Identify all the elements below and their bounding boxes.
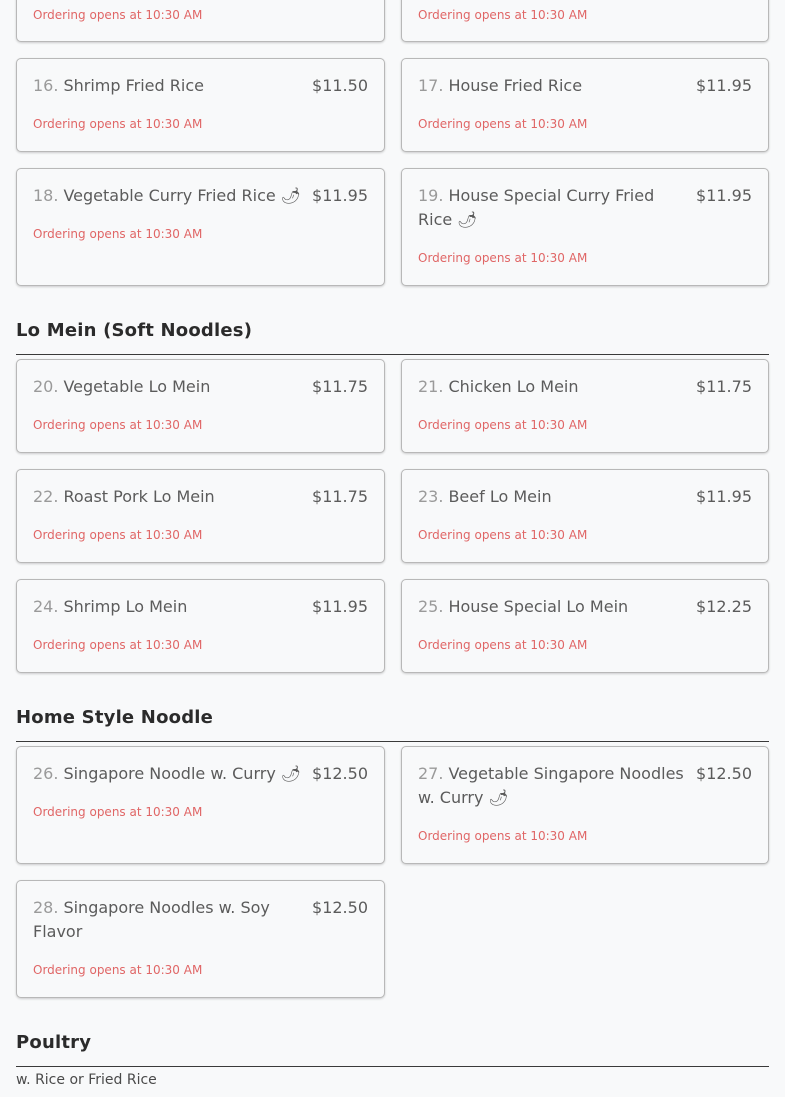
menu-item-card-25[interactable]: [401, 579, 769, 673]
item-number: 24.: [33, 597, 59, 616]
item-title: [33, 375, 210, 399]
item-name: Shrimp Fried Rice: [63, 76, 204, 95]
item-price: $11.75: [312, 377, 368, 396]
item-title: [33, 896, 304, 944]
spicy-pepper-icon: 🌶: [280, 186, 302, 205]
item-title: [418, 485, 552, 509]
item-title: [33, 762, 301, 786]
item-price: $11.75: [696, 377, 752, 396]
menu-item-card[interactable]: [401, 0, 769, 42]
item-name: Shrimp Lo Mein: [63, 597, 188, 616]
item-name: Vegetable Curry Fried Rice: [63, 186, 276, 205]
section-title-poultry: Poultry: [16, 1032, 92, 1053]
item-name: Singapore Noodle w. Curry: [63, 764, 276, 783]
item-title: [33, 595, 187, 619]
ordering-opens-note: Ordering opens at 10:30 AM: [418, 528, 588, 542]
ordering-opens-note: Ordering opens at 10:30 AM: [33, 638, 203, 652]
item-name: Roast Pork Lo Mein: [63, 487, 215, 506]
menu-item-card-28[interactable]: [16, 880, 385, 998]
item-title: [418, 375, 579, 399]
menu-item-card-23[interactable]: [401, 469, 769, 563]
section-title-lo-mein: Lo Mein (Soft Noodles): [16, 320, 253, 341]
spicy-pepper-icon: 🌶: [488, 788, 509, 807]
item-price: $11.95: [696, 487, 752, 506]
spicy-pepper-icon: 🌶: [280, 764, 302, 783]
menu-item-card-18[interactable]: [16, 168, 385, 286]
item-title: [418, 762, 688, 810]
item-price: $12.50: [312, 764, 368, 783]
item-name: House Special Curry Fried Rice: [418, 186, 655, 229]
ordering-opens-note: Ordering opens at 10:30 AM: [418, 638, 588, 652]
item-title: [418, 74, 582, 98]
ordering-opens-note: Ordering opens at 10:30 AM: [33, 8, 203, 22]
item-name: House Special Lo Mein: [448, 597, 629, 616]
ordering-opens-note: Ordering opens at 10:30 AM: [418, 117, 588, 131]
menu-item-card-20[interactable]: [16, 359, 385, 453]
item-title: [418, 595, 628, 619]
item-number: 26.: [33, 764, 59, 783]
section-divider: [16, 741, 769, 742]
menu-item-card[interactable]: [16, 0, 385, 42]
item-title: [33, 485, 215, 509]
item-number: 25.: [418, 597, 444, 616]
ordering-opens-note: Ordering opens at 10:30 AM: [418, 418, 588, 432]
item-name: Singapore Noodles w. Soy Flavor: [33, 898, 270, 941]
section-title-home-style-noodle: Home Style Noodle: [16, 707, 214, 728]
menu-item-card-17[interactable]: [401, 58, 769, 152]
section-subtitle: w. Rice or Fried Rice: [16, 1072, 157, 1088]
item-name: Vegetable Singapore Noodles w. Curry: [418, 764, 684, 807]
menu-item-card-26[interactable]: [16, 746, 385, 864]
section-divider: [16, 354, 769, 355]
item-title: [418, 184, 688, 232]
item-price: $11.95: [312, 597, 368, 616]
ordering-opens-note: Ordering opens at 10:30 AM: [418, 829, 588, 843]
section-divider: [16, 1066, 769, 1067]
item-price: $11.95: [696, 76, 752, 95]
menu-item-card-19[interactable]: [401, 168, 769, 286]
item-number: 18.: [33, 186, 59, 205]
item-title: [33, 184, 301, 208]
item-number: 20.: [33, 377, 59, 396]
menu-item-card-24[interactable]: [16, 579, 385, 673]
item-price: $11.75: [312, 487, 368, 506]
ordering-opens-note: Ordering opens at 10:30 AM: [33, 805, 203, 819]
item-number: 28.: [33, 898, 59, 917]
item-name: House Fried Rice: [448, 76, 583, 95]
item-price: $11.95: [696, 186, 752, 205]
ordering-opens-note: Ordering opens at 10:30 AM: [33, 117, 203, 131]
menu-item-card-16[interactable]: [16, 58, 385, 152]
item-number: 22.: [33, 487, 59, 506]
item-price: $11.50: [312, 76, 368, 95]
ordering-opens-note: Ordering opens at 10:30 AM: [33, 227, 203, 241]
item-number: 16.: [33, 76, 59, 95]
item-title: [33, 74, 204, 98]
item-price: $11.95: [312, 186, 368, 205]
ordering-opens-note: Ordering opens at 10:30 AM: [33, 963, 203, 977]
item-price: $12.50: [312, 898, 368, 917]
ordering-opens-note: Ordering opens at 10:30 AM: [33, 528, 203, 542]
item-number: 23.: [418, 487, 444, 506]
spicy-pepper-icon: 🌶: [457, 210, 478, 229]
menu-item-card-21[interactable]: [401, 359, 769, 453]
item-price: $12.25: [696, 597, 752, 616]
menu-item-card-22[interactable]: [16, 469, 385, 563]
item-name: Vegetable Lo Mein: [63, 377, 211, 396]
ordering-opens-note: Ordering opens at 10:30 AM: [418, 8, 588, 22]
item-number: 27.: [418, 764, 444, 783]
menu-item-card-27[interactable]: [401, 746, 769, 864]
item-number: 21.: [418, 377, 444, 396]
item-name: Beef Lo Mein: [448, 487, 552, 506]
item-number: 17.: [418, 76, 444, 95]
item-price: $12.50: [696, 764, 752, 783]
ordering-opens-note: Ordering opens at 10:30 AM: [418, 251, 588, 265]
item-number: 19.: [418, 186, 444, 205]
ordering-opens-note: Ordering opens at 10:30 AM: [33, 418, 203, 432]
item-name: Chicken Lo Mein: [448, 377, 579, 396]
